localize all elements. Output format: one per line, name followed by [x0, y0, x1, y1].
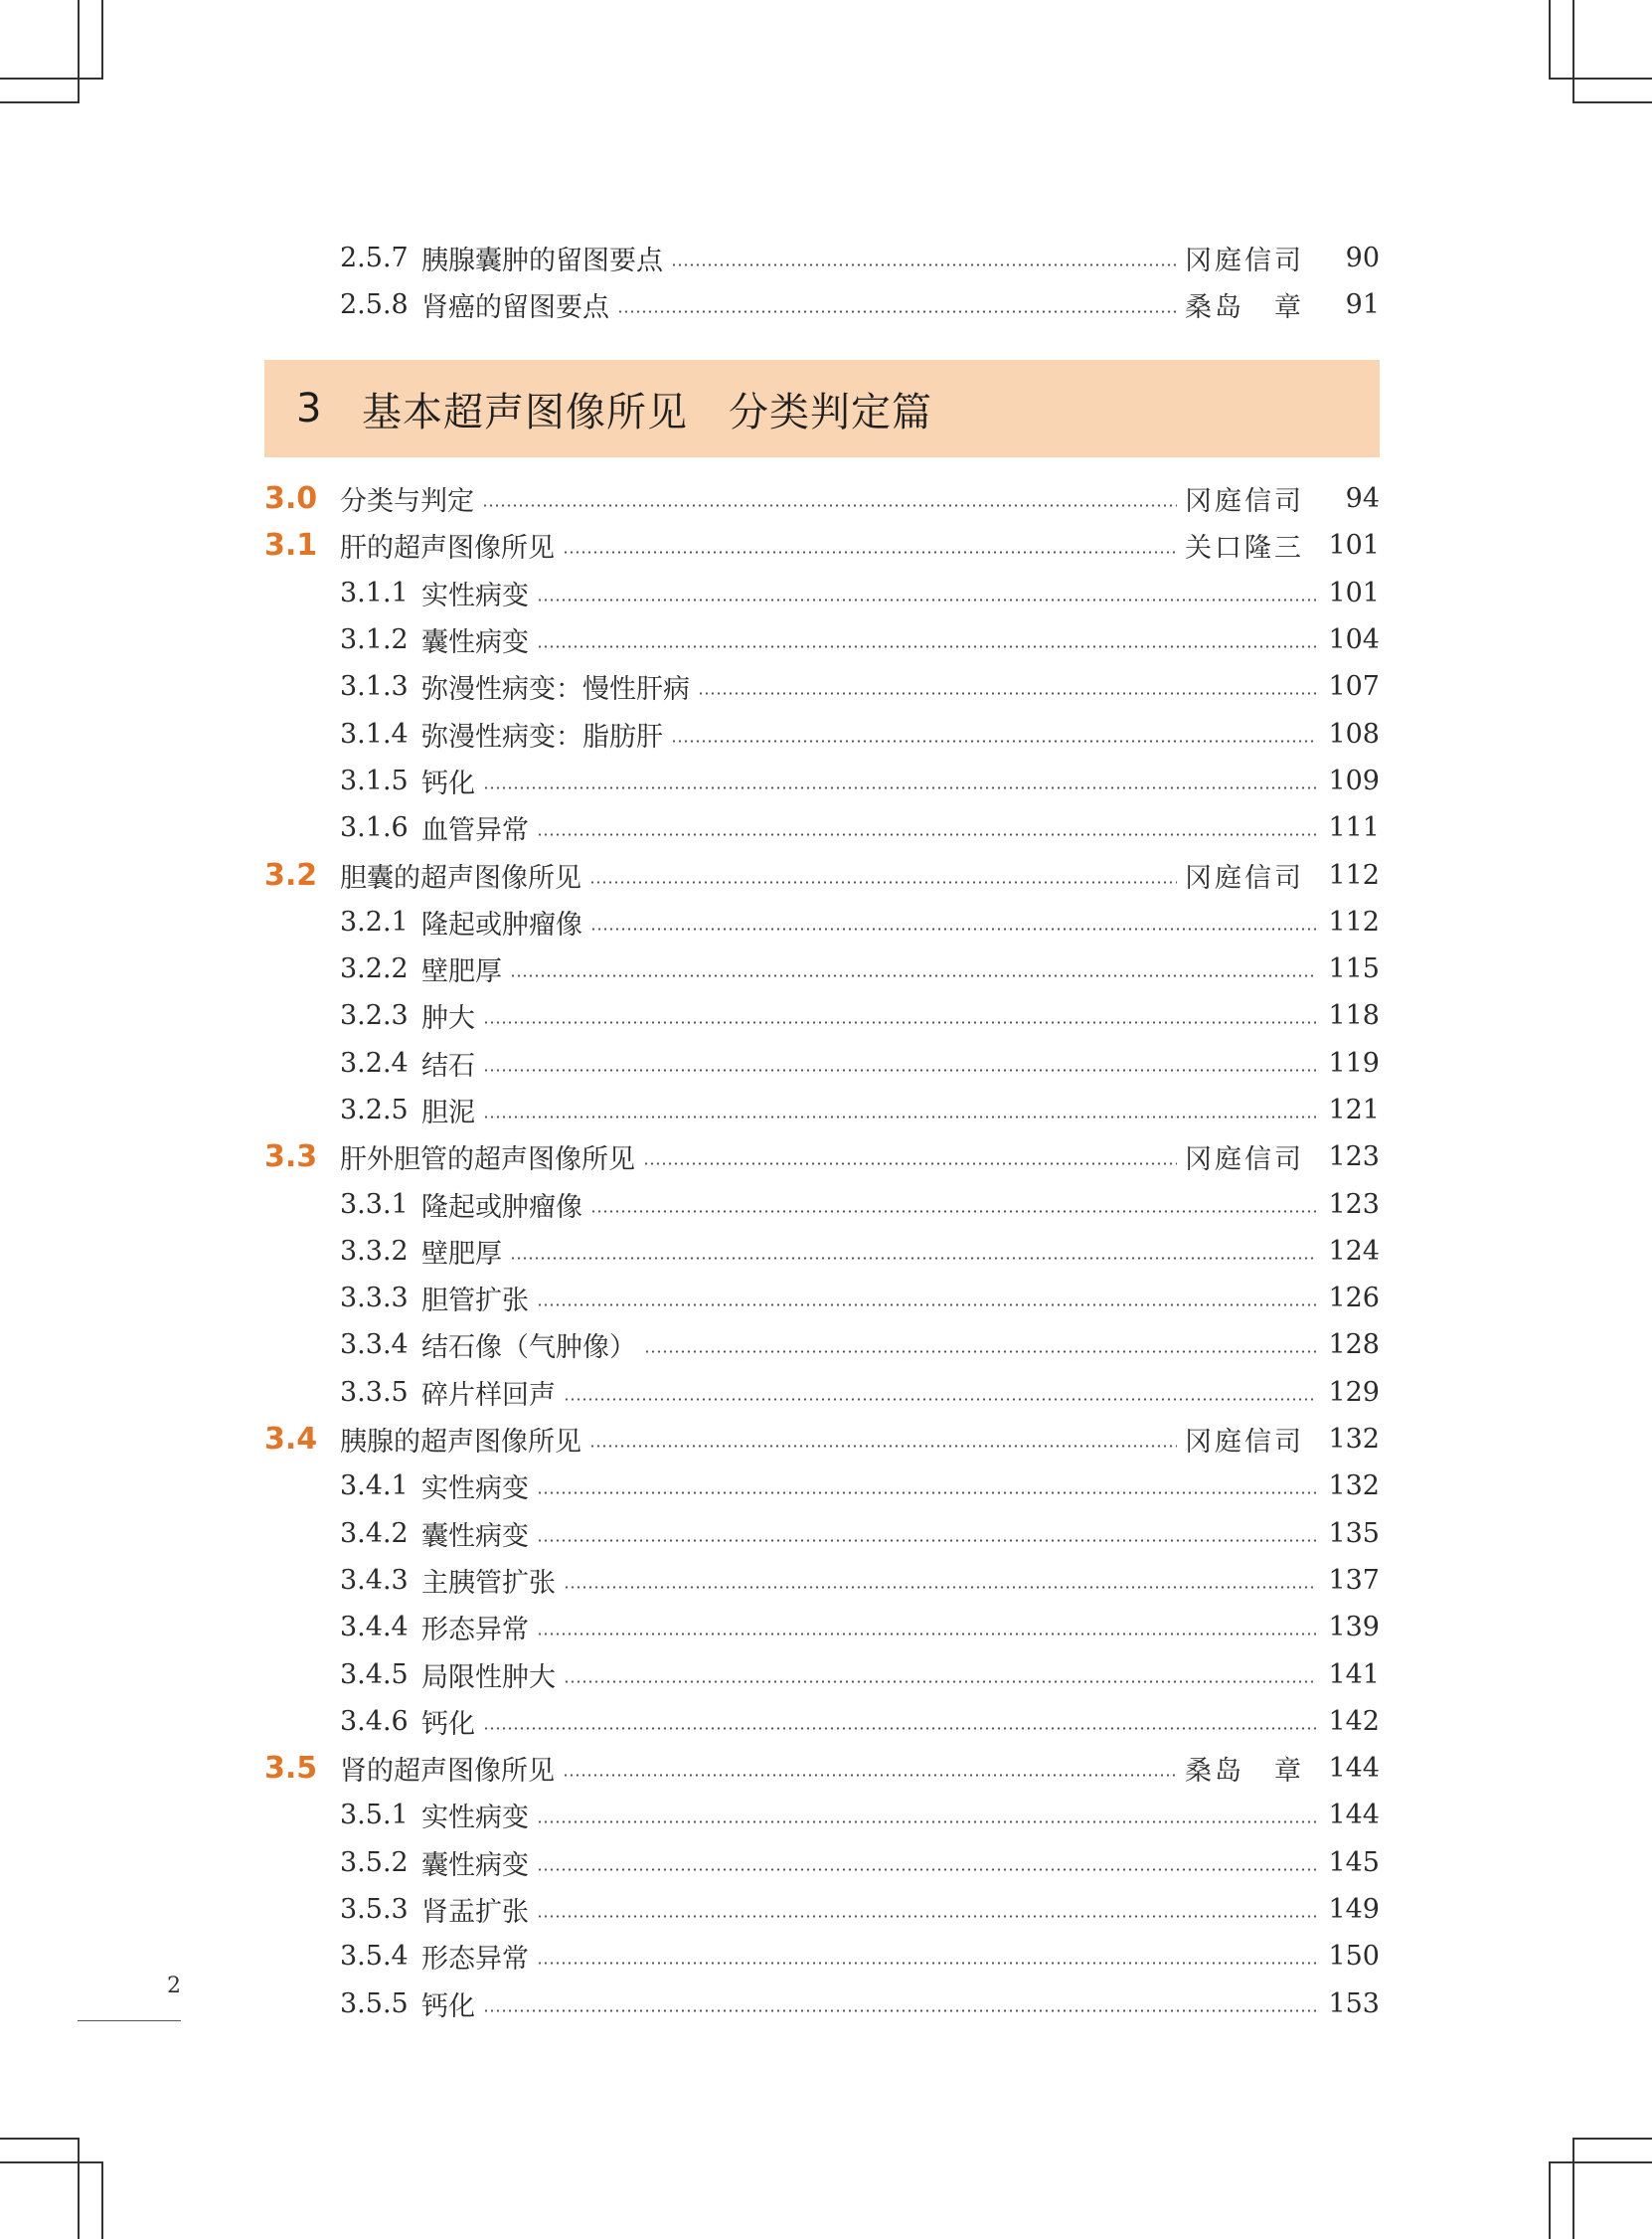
entry-title: 胆泥 [421, 1098, 475, 1128]
dot-leader [564, 1586, 1316, 1589]
entry-page: 129 [1328, 1376, 1380, 1408]
dot-leader [537, 645, 1316, 648]
toc-entry[interactable] [264, 1321, 1380, 1368]
entry-page: 144 [1328, 1800, 1380, 1831]
toc-entry[interactable] [264, 1933, 1380, 1980]
entry-title: 胰腺囊肿的留图要点 [421, 246, 663, 277]
entry-title: 肝外胆管的超声图像所见 [340, 1144, 635, 1176]
toc-entry[interactable] [264, 1981, 1380, 2027]
crop-mark [101, 0, 103, 78]
entry-page: 124 [1328, 1235, 1380, 1267]
entry-title: 胆囊的超声图像所见 [340, 862, 581, 894]
dot-leader [483, 1727, 1316, 1730]
entry-number: 3.1.4 [340, 718, 409, 750]
entry-page: 91 [1345, 289, 1380, 321]
chapter-title: 基本超声图像所见 分类判定篇 [362, 389, 932, 435]
toc-entry[interactable] [264, 758, 1380, 804]
crop-mark [1572, 2138, 1574, 2239]
entry-page: 108 [1328, 718, 1380, 750]
dot-leader [483, 1116, 1316, 1119]
entry-page: 150 [1328, 1941, 1380, 1973]
entry-number: 3.4.2 [340, 1517, 409, 1549]
entry-title: 结石像（气肿像） [421, 1332, 636, 1364]
entry-page: 126 [1328, 1283, 1380, 1314]
entry-number: 2.5.7 [340, 243, 409, 274]
entry-number: 3.2.2 [340, 953, 409, 985]
entry-number: 3.2 [264, 857, 318, 893]
dot-leader [482, 504, 1177, 507]
entry-title: 形态异常 [421, 1944, 529, 1976]
crop-mark [1572, 0, 1574, 103]
dot-leader [483, 786, 1316, 789]
dot-leader [537, 1820, 1316, 1823]
entry-title: 实性病变 [421, 1473, 529, 1505]
toc-entry[interactable] [264, 1604, 1380, 1650]
dot-leader [564, 1680, 1316, 1683]
dot-leader [671, 740, 1316, 743]
toc-top-list [264, 235, 1380, 329]
crop-mark [1549, 2161, 1652, 2163]
entry-title: 肿大 [421, 1003, 475, 1035]
toc-entry[interactable] [264, 281, 1380, 328]
toc-entry[interactable] [264, 1698, 1380, 1745]
entry-title: 形态异常 [421, 1615, 529, 1646]
toc-entry[interactable] [264, 1886, 1380, 1933]
entry-number: 3.4 [264, 1422, 318, 1458]
toc-entry[interactable] [264, 804, 1380, 851]
dot-leader [617, 310, 1177, 313]
toc-entry[interactable] [264, 710, 1380, 757]
dot-leader [537, 1539, 1316, 1542]
toc-entry[interactable] [264, 899, 1380, 946]
entry-page: 139 [1328, 1612, 1380, 1643]
entry-author: 关口隆三 [1185, 533, 1304, 565]
entry-number: 3.4.6 [340, 1705, 409, 1737]
toc-entry[interactable] [264, 235, 1380, 281]
entry-number: 3.3 [264, 1139, 318, 1175]
dot-leader [537, 1915, 1316, 1918]
toc-entry[interactable] [264, 1275, 1380, 1321]
toc-section-entry[interactable] [264, 1416, 1380, 1463]
entry-title: 钙化 [421, 1990, 475, 2022]
toc-entry[interactable] [264, 1180, 1380, 1227]
folio-rule [78, 2020, 181, 2021]
toc-entry[interactable] [264, 1463, 1380, 1509]
toc-entry[interactable] [264, 1228, 1380, 1275]
entry-author: 冈庭信司 [1185, 1427, 1304, 1459]
entry-title: 碎片样回声 [421, 1379, 556, 1411]
entry-title: 胆管扩张 [421, 1286, 529, 1317]
entry-page: 119 [1328, 1047, 1380, 1079]
dot-leader [537, 1868, 1316, 1871]
toc-entry[interactable] [264, 992, 1380, 1039]
entry-page: 115 [1328, 953, 1380, 985]
entry-page: 149 [1328, 1894, 1380, 1926]
entry-title: 壁肥厚 [421, 956, 502, 988]
dot-leader [590, 928, 1316, 931]
entry-page: 101 [1328, 577, 1380, 608]
crop-mark [78, 0, 80, 103]
entry-author: 桑岛 章 [1185, 1756, 1304, 1788]
entry-number: 3.2.3 [340, 1000, 409, 1032]
entry-page: 112 [1328, 859, 1380, 891]
dot-leader [564, 1398, 1316, 1401]
entry-title: 分类与判定 [340, 486, 474, 518]
crop-mark [0, 2161, 103, 2163]
entry-page: 132 [1328, 1424, 1380, 1456]
entry-title: 弥漫性病变：脂肪肝 [421, 721, 663, 753]
entry-author: 冈庭信司 [1185, 486, 1304, 518]
entry-title: 胰腺的超声图像所见 [340, 1427, 581, 1459]
crop-mark [0, 101, 78, 103]
toc-entry[interactable] [264, 1040, 1380, 1087]
entry-number: 3.1 [264, 528, 318, 564]
entry-number: 3.1.2 [340, 624, 409, 656]
toc-section-entry[interactable] [264, 851, 1380, 898]
page-number: 2 [167, 1974, 181, 1998]
toc-section-entry[interactable] [264, 1745, 1380, 1792]
entry-page: 94 [1345, 483, 1380, 515]
entry-page: 104 [1328, 624, 1380, 656]
dot-leader [644, 1350, 1316, 1353]
dot-leader [698, 692, 1316, 695]
entry-number: 3.3.4 [340, 1329, 409, 1361]
dot-leader [563, 1774, 1177, 1777]
toc-entry[interactable] [264, 1087, 1380, 1133]
entry-number: 3.5.3 [340, 1894, 409, 1926]
entry-page: 137 [1328, 1564, 1380, 1596]
entry-page: 145 [1328, 1846, 1380, 1878]
entry-title: 肾盂扩张 [421, 1897, 529, 1929]
crop-mark [1549, 2161, 1551, 2239]
toc-entry[interactable] [264, 1650, 1380, 1697]
crop-mark [1574, 2138, 1652, 2140]
dot-leader [537, 833, 1316, 836]
dot-leader [643, 1162, 1177, 1165]
entry-number: 3.5 [264, 1751, 318, 1787]
entry-number: 3.3.2 [340, 1235, 409, 1267]
entry-number: 3.5.2 [340, 1846, 409, 1878]
entry-number: 3.4.1 [340, 1470, 409, 1502]
entry-author: 冈庭信司 [1185, 1144, 1304, 1176]
crop-mark [101, 2161, 103, 2239]
toc-section-entry[interactable] [264, 475, 1380, 522]
entry-page: 132 [1328, 1470, 1380, 1502]
entry-number: 3.1.5 [340, 765, 409, 796]
dot-leader [671, 263, 1177, 266]
entry-author: 冈庭信司 [1185, 246, 1304, 277]
entry-number: 3.5.4 [340, 1941, 409, 1973]
entry-number: 3.5.5 [340, 1987, 409, 2019]
crop-mark [1574, 101, 1652, 103]
entry-number: 3.3.1 [340, 1188, 409, 1220]
entry-number: 3.5.1 [340, 1800, 409, 1831]
crop-mark [1549, 0, 1551, 78]
dot-leader [563, 551, 1177, 554]
entry-page: 101 [1328, 530, 1380, 562]
toc-entry[interactable] [264, 663, 1380, 710]
entry-page: 128 [1328, 1329, 1380, 1361]
entry-title: 隆起或肿瘤像 [421, 1191, 582, 1223]
entry-page: 141 [1328, 1658, 1380, 1690]
entry-title: 肾癌的留图要点 [421, 292, 609, 324]
entry-title: 实性病变 [421, 580, 529, 611]
dot-leader [510, 974, 1316, 977]
toc-entry[interactable] [264, 1792, 1380, 1838]
entry-page: 112 [1328, 906, 1380, 938]
toc-section-entry[interactable] [264, 522, 1380, 569]
entry-number: 3.2.5 [340, 1095, 409, 1125]
entry-title: 弥漫性病变：慢性肝病 [421, 674, 690, 706]
crop-mark [0, 78, 103, 80]
toc-entry[interactable] [264, 1369, 1380, 1416]
entry-title: 囊性病变 [421, 627, 529, 659]
entry-number: 2.5.8 [340, 289, 409, 321]
dot-leader [589, 1445, 1177, 1448]
entry-number: 3.4.3 [340, 1564, 409, 1596]
entry-page: 142 [1328, 1705, 1380, 1737]
entry-page: 153 [1328, 1987, 1380, 2019]
dot-leader [510, 1257, 1316, 1260]
entry-page: 90 [1345, 243, 1380, 274]
crop-mark [78, 2138, 80, 2239]
entry-page: 109 [1328, 765, 1380, 796]
entry-title: 钙化 [421, 1708, 475, 1740]
toc-entry[interactable] [264, 946, 1380, 992]
entry-title: 局限性肿大 [421, 1661, 556, 1693]
entry-number: 3.1.1 [340, 577, 409, 608]
entry-title: 血管异常 [421, 815, 529, 847]
entry-title: 结石 [421, 1050, 475, 1082]
dot-leader [590, 1210, 1316, 1213]
entry-page: 144 [1328, 1753, 1380, 1785]
dot-leader [483, 1069, 1316, 1072]
entry-title: 肾的超声图像所见 [340, 1756, 555, 1788]
entry-author: 桑岛 章 [1185, 292, 1304, 324]
entry-number: 3.3.5 [340, 1376, 409, 1408]
entry-page: 111 [1328, 812, 1380, 844]
entry-title: 实性病变 [421, 1803, 529, 1834]
toc-section-entry[interactable] [264, 1133, 1380, 1180]
entry-title: 隆起或肿瘤像 [421, 909, 582, 941]
toc-list [264, 475, 1380, 2027]
entry-page: 118 [1328, 1000, 1380, 1032]
entry-page: 107 [1328, 671, 1380, 703]
entry-number: 3.1.3 [340, 671, 409, 703]
dot-leader [483, 1021, 1316, 1024]
dot-leader [537, 1962, 1316, 1965]
entry-number: 3.0 [264, 481, 318, 517]
dot-leader [537, 1633, 1316, 1636]
entry-page: 123 [1328, 1141, 1380, 1173]
entry-page: 135 [1328, 1517, 1380, 1549]
entry-page: 121 [1328, 1095, 1380, 1125]
entry-title: 主胰管扩张 [421, 1567, 556, 1599]
entry-number: 3.4.5 [340, 1658, 409, 1690]
dot-leader [537, 1491, 1316, 1494]
entry-number: 3.3.3 [340, 1283, 409, 1314]
toc-entry[interactable] [264, 1839, 1380, 1886]
entry-title: 壁肥厚 [421, 1238, 502, 1270]
entry-number: 3.4.4 [340, 1612, 409, 1643]
chapter-heading [264, 360, 1380, 457]
dot-leader [537, 1303, 1316, 1306]
entry-page: 123 [1328, 1188, 1380, 1220]
chapter-number: 3 [296, 386, 322, 431]
entry-number: 3.2.1 [340, 906, 409, 938]
entry-title: 钙化 [421, 768, 475, 799]
toc-entry[interactable] [264, 616, 1380, 663]
entry-title: 囊性病变 [421, 1520, 529, 1552]
dot-leader [483, 2009, 1316, 2012]
dot-leader [589, 881, 1177, 884]
entry-author: 冈庭信司 [1185, 862, 1304, 894]
dot-leader [537, 599, 1316, 602]
entry-number: 3.1.6 [340, 812, 409, 844]
toc-entry[interactable] [264, 1510, 1380, 1557]
entry-title: 肝的超声图像所见 [340, 533, 555, 565]
toc-entry[interactable] [264, 570, 1380, 616]
entry-title: 囊性病变 [421, 1849, 529, 1881]
toc-entry[interactable] [264, 1557, 1380, 1604]
crop-mark [0, 2138, 78, 2140]
crop-mark [1549, 78, 1652, 80]
entry-number: 3.2.4 [340, 1047, 409, 1079]
